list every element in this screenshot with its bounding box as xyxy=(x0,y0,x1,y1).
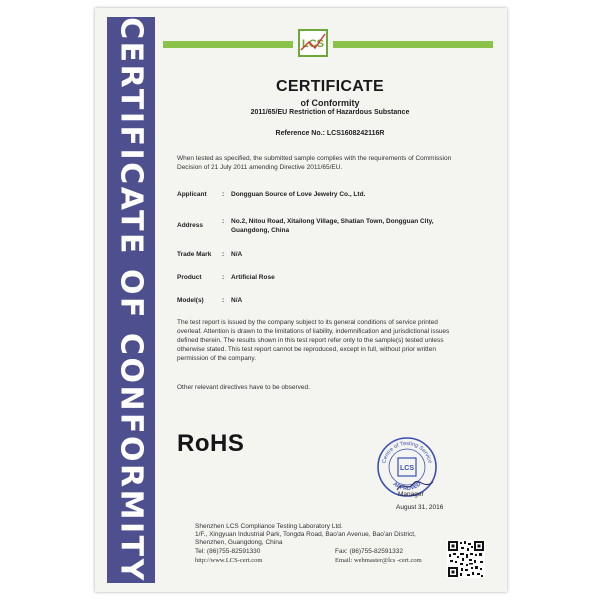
trademark-label: Trade Mark xyxy=(177,251,212,258)
field-colon: : xyxy=(222,297,225,304)
footer-company xyxy=(195,523,416,547)
issue-date: August 31, 2016 xyxy=(396,504,444,511)
manager-title: Manager xyxy=(398,491,424,498)
footer-company-name: Shenzhen LCS Compliance Testing Laboratory Ltd. xyxy=(195,523,343,530)
field-colon: : xyxy=(222,218,225,225)
conditions-line: defined therein. The results shown in this test report refer only to the sample(s) tested unless xyxy=(177,337,444,344)
header-green-bar-right xyxy=(333,41,493,48)
models-label: Model(s) xyxy=(177,297,204,304)
conditions-line: permission of the company. xyxy=(177,355,256,362)
conditions-line: The test report is issued by the company subject to its general conditions of service printed xyxy=(177,319,438,326)
address-line: No.2, Nitou Road, Xitailong Village, Shatian Town, Dongguan City, xyxy=(231,218,434,225)
certificate-title: CERTIFICATE xyxy=(276,78,384,95)
qr-code xyxy=(447,540,485,578)
footer-address-line: 1/F., Xingyuan Industrial Park, Tongda Road, Bao'an Avenue, Bao'an District, xyxy=(195,531,416,538)
trademark-value: N/A xyxy=(231,251,243,258)
stamp-logo-text: LCS xyxy=(400,465,414,472)
header-green-bar-left xyxy=(163,41,293,48)
sidebar-title: CERTIFICATE OF CONFORMITY xyxy=(113,17,149,583)
intro-paragraph xyxy=(177,154,469,172)
lcs-logo xyxy=(297,28,329,58)
address-line: Guangdong, China xyxy=(231,226,290,234)
other-directives-note: Other relevant directives have to be observed. xyxy=(177,384,310,391)
rohs-mark: RoHS xyxy=(177,430,245,457)
conditions-line: overleaf. Attention is drawn to the limitations of liability, indemnification and jurisdictional issues xyxy=(177,328,450,335)
product-label: Product xyxy=(177,274,202,281)
intro-line: When tested as specified, the submitted sample complies with the requirements of Commission xyxy=(177,155,452,162)
address-label: Address xyxy=(177,222,204,229)
stamp-top-text: Centre of Testing Service xyxy=(381,440,433,464)
field-colon: : xyxy=(222,274,225,281)
applicant-value: Dongguan Source of Love Jewelry Co., Ltd. xyxy=(231,191,366,198)
footer-fax: Fax: (86)755-82591332 xyxy=(335,548,403,555)
footer-email: Email: webmaster@lcs -cert.com xyxy=(335,557,422,564)
field-colon: : xyxy=(222,191,225,198)
certificate-page xyxy=(95,8,507,592)
directive-line: 2011/65/EU Restriction of Hazardous Substance xyxy=(250,109,410,116)
applicant-label: Applicant xyxy=(177,191,207,198)
footer-tel: Tel: (86)755-82591330 xyxy=(195,548,261,555)
product-value: Artificial Rose xyxy=(231,274,275,281)
certificate-subtitle: of Conformity xyxy=(300,98,360,108)
address-value xyxy=(231,218,471,235)
intro-line: Decision of 21 July 2011 amending Directive 2011/65/EU. xyxy=(177,164,343,171)
footer-address-line: Shenzhen, Guangdong, China xyxy=(195,539,283,546)
models-value: N/A xyxy=(231,297,243,304)
vertical-sidebar xyxy=(107,17,155,583)
conditions-paragraph xyxy=(177,318,469,363)
footer-website: http://www.LCS-cert.com xyxy=(195,557,263,564)
field-colon: : xyxy=(222,251,225,258)
reference-number: Reference No.: LCS1608242116R xyxy=(275,130,385,137)
conditions-line: otherwise stated. This test report cannot be reproduced, except in full, without prior written xyxy=(177,346,436,353)
stamp-bottom-text: APPROVED xyxy=(391,481,423,493)
logo-text: LCS xyxy=(302,38,324,50)
